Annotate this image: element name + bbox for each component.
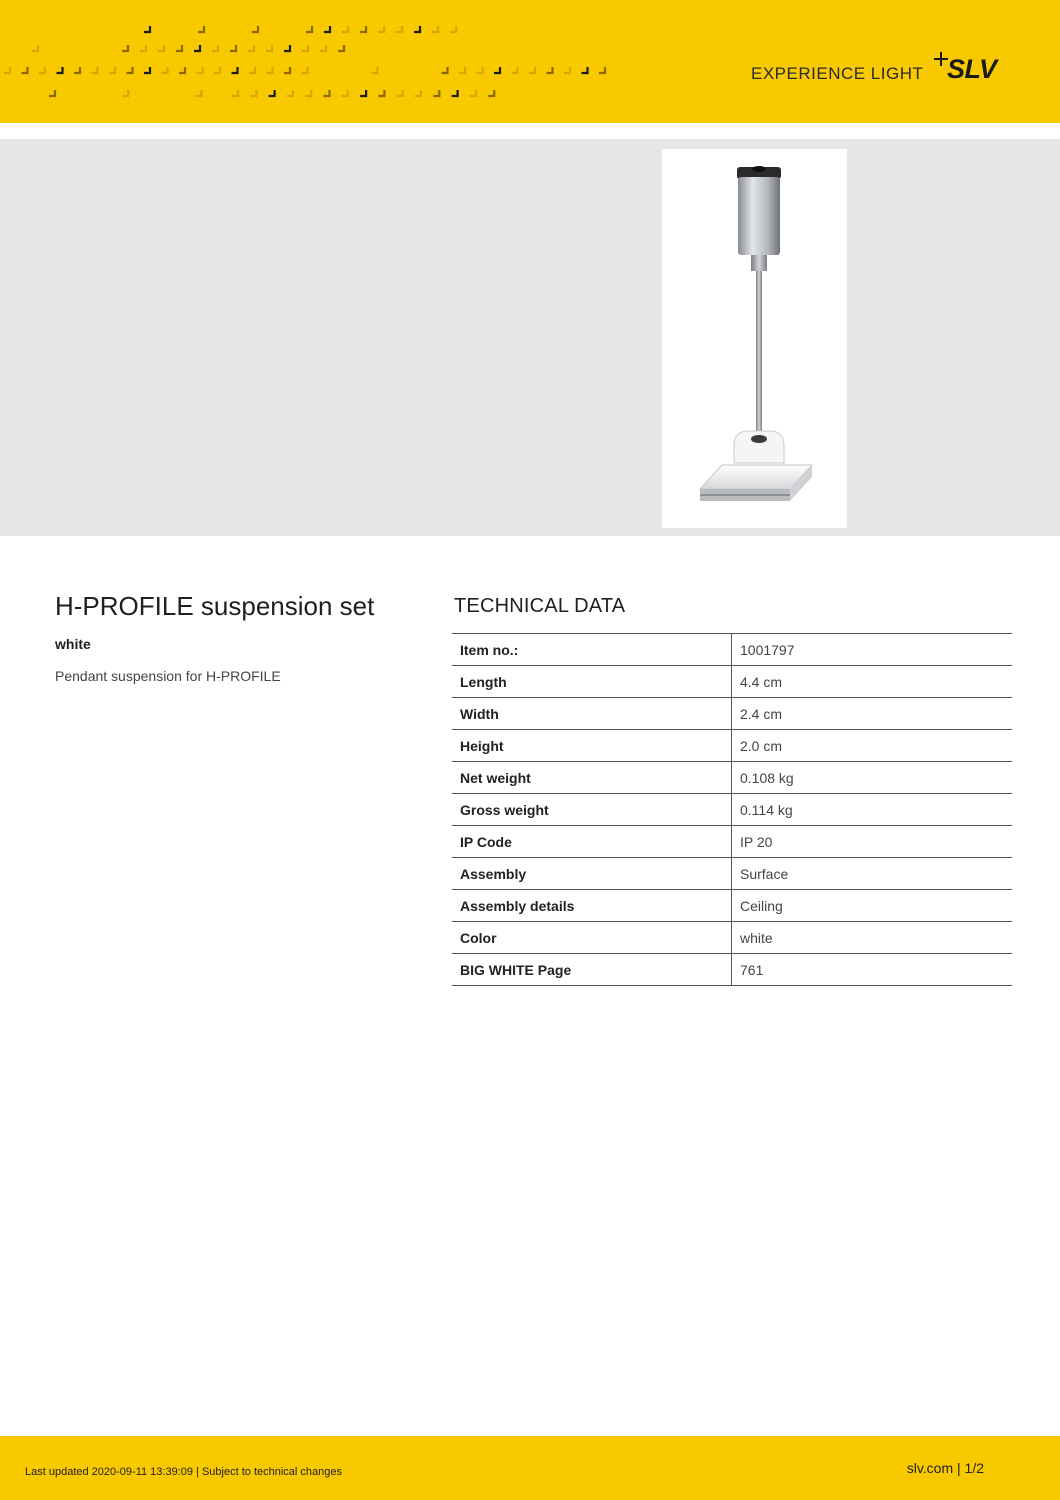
pattern-mark <box>49 90 55 96</box>
pattern-mark <box>249 67 255 73</box>
pattern-mark <box>470 90 476 96</box>
pattern-mark <box>57 67 63 73</box>
spec-value: 4.4 cm <box>732 666 1013 698</box>
pattern-mark <box>176 45 182 51</box>
spec-label: Length <box>452 666 732 698</box>
pattern-mark <box>582 67 588 73</box>
spec-label: Color <box>452 922 732 954</box>
technical-data-table <box>452 633 1012 986</box>
table-row <box>452 954 1012 986</box>
pattern-mark <box>512 67 518 73</box>
table-row <box>452 634 1012 666</box>
spec-value: white <box>732 922 1013 954</box>
pattern-mark <box>378 90 384 96</box>
pattern-mark <box>494 67 500 73</box>
pattern-mark <box>342 90 348 96</box>
sparkle-icon <box>934 52 948 66</box>
pattern-mark <box>433 90 439 96</box>
spec-value: Surface <box>732 858 1013 890</box>
pattern-mark <box>122 90 128 96</box>
pattern-mark <box>197 67 203 73</box>
spec-value: 1001797 <box>732 634 1013 666</box>
pattern-mark <box>450 26 456 32</box>
table-row <box>452 762 1012 794</box>
spec-value: 2.4 cm <box>732 698 1013 730</box>
pattern-mark <box>214 67 220 73</box>
pattern-mark <box>122 45 128 51</box>
table-row <box>452 730 1012 762</box>
spec-label: BIG WHITE Page <box>452 954 732 986</box>
pattern-mark <box>432 26 438 32</box>
pattern-mark <box>302 67 308 73</box>
pattern-mark <box>488 90 494 96</box>
spec-label: Width <box>452 698 732 730</box>
table-row <box>452 698 1012 730</box>
pattern-mark <box>397 90 403 96</box>
suspension-set-illustration <box>662 149 847 528</box>
pattern-mark <box>144 67 150 73</box>
pattern-mark <box>324 26 330 32</box>
table-row <box>452 858 1012 890</box>
pattern-mark <box>252 26 258 32</box>
pattern-mark <box>415 90 421 96</box>
spec-value: 761 <box>732 954 1013 986</box>
decorative-pattern <box>0 0 640 123</box>
product-image <box>662 149 847 528</box>
pattern-mark <box>599 67 605 73</box>
pattern-mark <box>158 45 164 51</box>
pattern-mark <box>360 26 366 32</box>
pattern-mark <box>22 67 28 73</box>
pattern-mark <box>459 67 465 73</box>
pattern-mark <box>442 67 448 73</box>
spec-label: Item no.: <box>452 634 732 666</box>
spec-label: Assembly details <box>452 890 732 922</box>
pattern-mark <box>302 45 308 51</box>
logo-text: SLV <box>947 54 997 84</box>
pattern-mark <box>372 67 378 73</box>
product-variant: white <box>55 636 91 652</box>
pattern-mark <box>144 26 150 32</box>
pattern-mark <box>179 67 185 73</box>
pattern-mark <box>232 90 238 96</box>
pattern-mark <box>267 67 273 73</box>
pattern-mark <box>378 26 384 32</box>
header-banner <box>0 0 1060 123</box>
slv-logo[interactable] <box>934 52 1008 86</box>
pattern-mark <box>92 67 98 73</box>
spec-value: Ceiling <box>732 890 1013 922</box>
pattern-mark <box>194 45 200 51</box>
site-page-indicator[interactable]: slv.com | 1/2 <box>906 1460 984 1476</box>
pattern-mark <box>414 26 420 32</box>
pattern-mark <box>198 26 204 32</box>
pattern-mark <box>564 67 570 73</box>
spec-label: Gross weight <box>452 794 732 826</box>
product-description: Pendant suspension for H-PROFILE <box>55 668 281 684</box>
pattern-mark <box>529 67 535 73</box>
last-updated-note: Last updated 2020-09-11 13:39:09 | Subject to technical changes <box>25 1466 342 1478</box>
pattern-mark <box>4 67 10 73</box>
pattern-mark <box>266 45 272 51</box>
pattern-mark <box>360 90 366 96</box>
footer-bar <box>0 1436 1060 1500</box>
spec-label: Net weight <box>452 762 732 794</box>
spec-value: 0.108 kg <box>732 762 1013 794</box>
pattern-mark <box>269 90 275 96</box>
pattern-mark <box>342 26 348 32</box>
pattern-mark <box>230 45 236 51</box>
table-row <box>452 890 1012 922</box>
table-row <box>452 826 1012 858</box>
spec-label: Assembly <box>452 858 732 890</box>
spec-value: 0.114 kg <box>732 794 1013 826</box>
spec-value: IP 20 <box>732 826 1013 858</box>
technical-data-heading: TECHNICAL DATA <box>454 595 626 617</box>
brand-tagline: EXPERIENCE LIGHT <box>751 64 924 83</box>
pattern-mark <box>320 45 326 51</box>
product-title: H-PROFILE suspension set <box>55 591 375 621</box>
pattern-mark <box>232 67 238 73</box>
pattern-mark <box>212 45 218 51</box>
pattern-mark <box>547 67 553 73</box>
pattern-mark <box>109 67 115 73</box>
pattern-mark <box>162 67 168 73</box>
pattern-mark <box>32 45 38 51</box>
pattern-mark <box>396 26 402 32</box>
pattern-mark <box>284 45 290 51</box>
pattern-mark <box>248 45 254 51</box>
pattern-mark <box>477 67 483 73</box>
pattern-mark <box>305 90 311 96</box>
pattern-mark <box>127 67 133 73</box>
table-row <box>452 922 1012 954</box>
spec-value: 2.0 cm <box>732 730 1013 762</box>
pattern-mark <box>250 90 256 96</box>
pattern-mark <box>39 67 45 73</box>
table-row <box>452 666 1012 698</box>
pattern-mark <box>306 26 312 32</box>
table-row <box>452 794 1012 826</box>
pattern-mark <box>74 67 80 73</box>
pattern-mark <box>195 90 201 96</box>
pattern-mark <box>452 90 458 96</box>
spec-label: IP Code <box>452 826 732 858</box>
pattern-mark <box>338 45 344 51</box>
pattern-mark <box>284 67 290 73</box>
pattern-mark <box>140 45 146 51</box>
spec-label: Height <box>452 730 732 762</box>
pattern-mark <box>324 90 330 96</box>
product-hero <box>0 139 1060 536</box>
pattern-mark <box>287 90 293 96</box>
